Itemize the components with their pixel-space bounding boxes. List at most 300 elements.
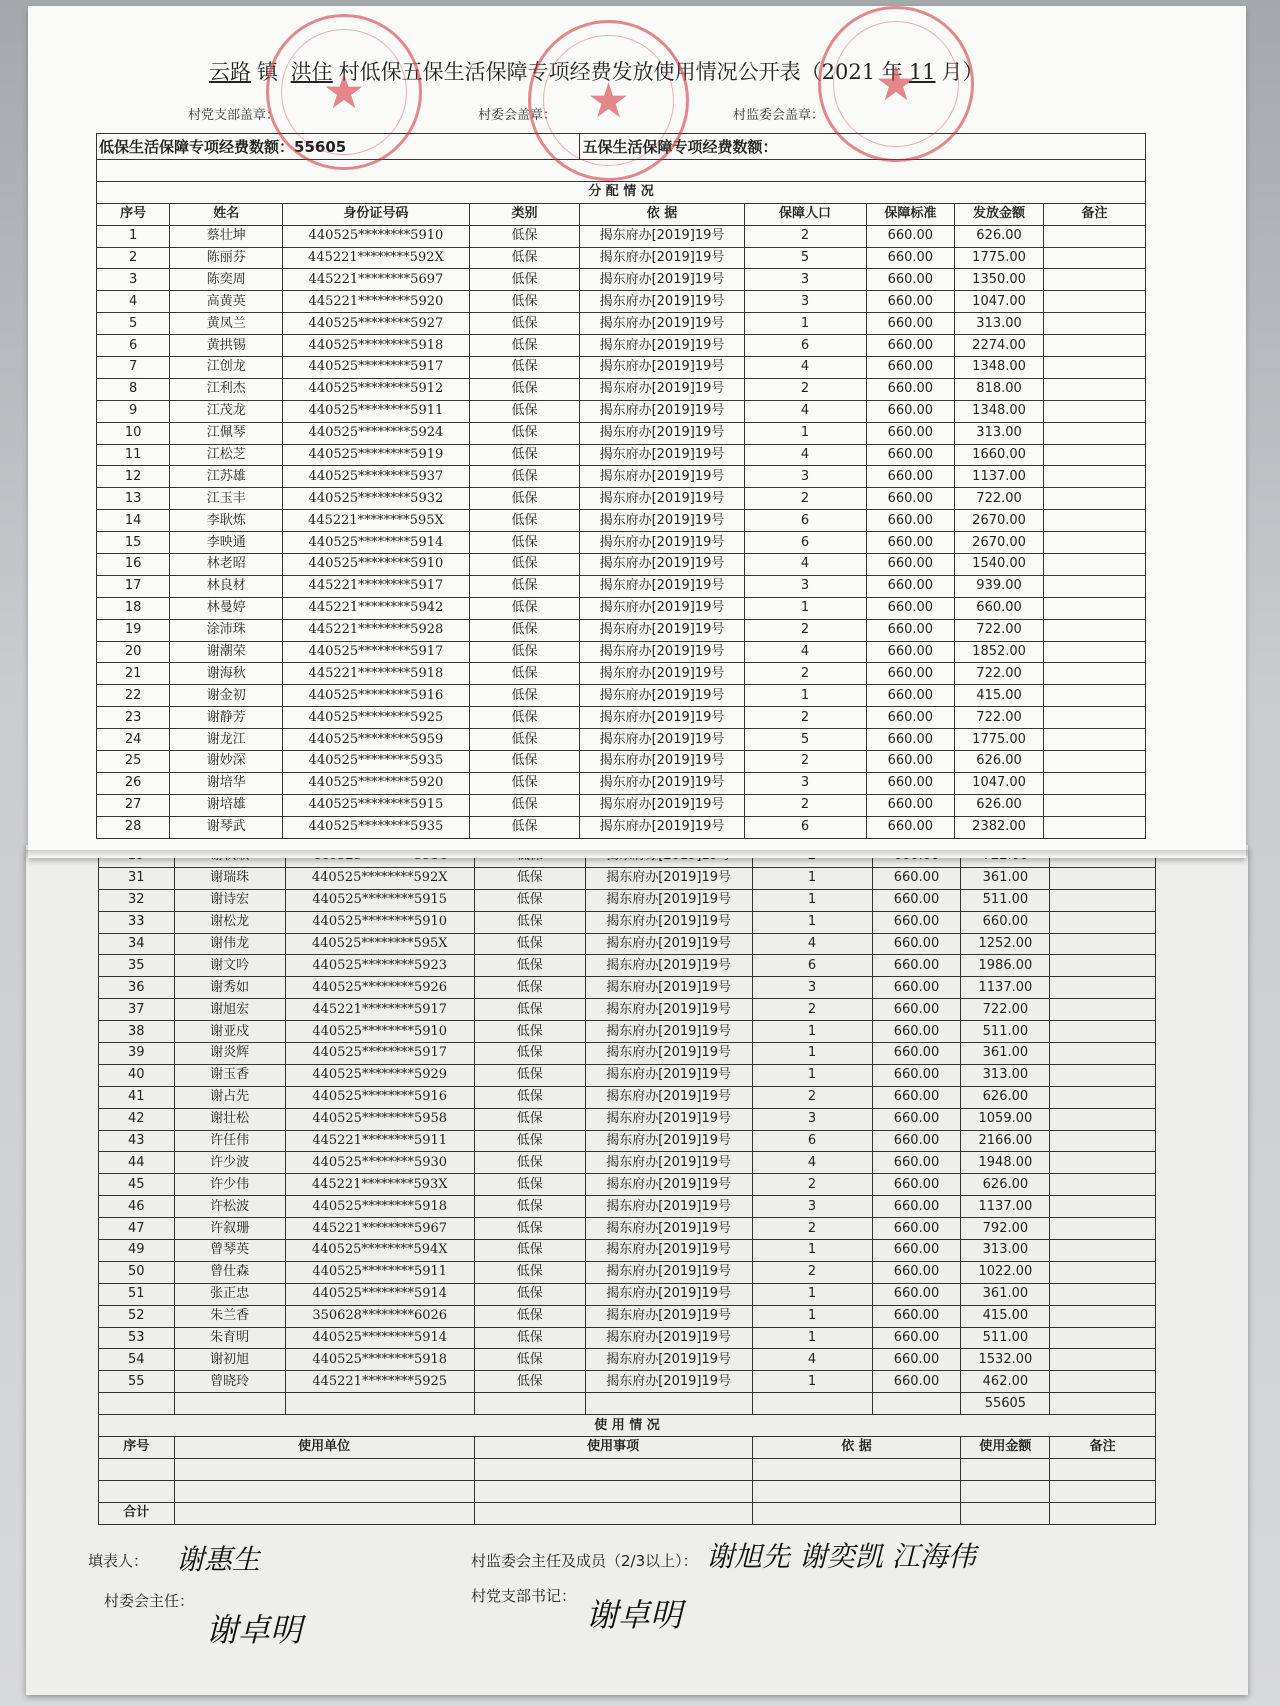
row-id: 445221********5920 <box>283 291 469 313</box>
row-id: 445221********5911 <box>285 1130 474 1152</box>
row-amount: 511.00 <box>961 1327 1050 1349</box>
row-name: 谢琴武 <box>170 816 283 838</box>
row-type: 低保 <box>469 313 580 335</box>
table-row <box>97 357 1146 379</box>
table-row <box>99 977 1156 999</box>
row-type: 低保 <box>474 867 585 889</box>
row-basis: 揭东府办[2019]19号 <box>580 422 744 444</box>
row-id: 440525********5910 <box>283 554 469 576</box>
row-basis: 揭东府办[2019]19号 <box>580 816 744 838</box>
table-row <box>97 619 1146 641</box>
page-fold-shadow <box>26 850 1248 858</box>
row-standard: 660.00 <box>866 816 955 838</box>
row-no: 44 <box>99 1152 175 1174</box>
row-type: 低保 <box>469 422 580 444</box>
row-people: 1 <box>752 1283 872 1305</box>
row-people: 4 <box>744 357 866 379</box>
row-type: 低保 <box>469 772 580 794</box>
row-type: 低保 <box>474 1130 585 1152</box>
row-name: 谢妙深 <box>170 751 283 773</box>
row-basis: 揭东府办[2019]19号 <box>580 794 744 816</box>
col-standard: 保障标准 <box>866 203 955 225</box>
seal-party-label: 村党支部盖章： <box>188 108 280 123</box>
row-amount: 1059.00 <box>961 1108 1050 1130</box>
row-people: 2 <box>744 794 866 816</box>
row-people: 1 <box>744 597 866 619</box>
row-standard: 660.00 <box>866 357 955 379</box>
row-name: 许任伟 <box>174 1130 285 1152</box>
usage-total-label: 合计 <box>99 1502 175 1524</box>
row-standard: 660.00 <box>872 1021 961 1043</box>
row-amount: 313.00 <box>961 1240 1050 1262</box>
row-standard: 660.00 <box>866 422 955 444</box>
row-people: 2 <box>744 663 866 685</box>
row-no: 36 <box>99 977 175 999</box>
row-amount: 818.00 <box>955 378 1044 400</box>
row-people: 3 <box>744 291 866 313</box>
row-basis: 揭东府办[2019]19号 <box>585 1283 752 1305</box>
row-standard: 660.00 <box>866 269 955 291</box>
seal-committee-label: 村委会盖章： <box>478 108 557 123</box>
row-no: 6 <box>97 335 170 357</box>
row-name: 江创龙 <box>170 357 283 379</box>
row-id: 440525********5917 <box>283 357 469 379</box>
row-note <box>1050 1218 1156 1240</box>
row-amount: 1852.00 <box>955 641 1044 663</box>
row-amount: 1137.00 <box>961 1196 1050 1218</box>
row-basis: 揭东府办[2019]19号 <box>585 1371 752 1393</box>
row-type: 低保 <box>469 816 580 838</box>
row-note <box>1043 466 1145 488</box>
row-standard: 660.00 <box>866 554 955 576</box>
row-note <box>1043 794 1145 816</box>
filler-signature: 谢惠生 <box>176 1543 261 1576</box>
table-row <box>97 466 1146 488</box>
row-type: 低保 <box>469 597 580 619</box>
row-basis: 揭东府办[2019]19号 <box>585 999 752 1021</box>
row-basis: 揭东府办[2019]19号 <box>580 597 744 619</box>
row-note <box>1050 1349 1156 1371</box>
row-no: 53 <box>99 1327 175 1349</box>
row-note <box>1043 816 1145 838</box>
distribution-table-continued <box>98 845 1156 1525</box>
row-standard: 660.00 <box>872 933 961 955</box>
row-basis: 揭东府办[2019]19号 <box>580 378 744 400</box>
row-no: 52 <box>99 1305 175 1327</box>
row-id: 440525********5910 <box>283 225 469 247</box>
row-amount: 1022.00 <box>961 1261 1050 1283</box>
table-row <box>99 999 1156 1021</box>
row-no: 23 <box>97 707 170 729</box>
wubao-fund-label: 五保生活保障专项经费数额： <box>580 134 1146 160</box>
table-row <box>99 1021 1156 1043</box>
row-type: 低保 <box>474 955 585 977</box>
row-type: 低保 <box>469 466 580 488</box>
town-name: 云路 <box>209 60 251 84</box>
row-type: 低保 <box>469 575 580 597</box>
row-note <box>1050 1174 1156 1196</box>
row-basis: 揭东府办[2019]19号 <box>585 1218 752 1240</box>
row-type: 低保 <box>474 1327 585 1349</box>
table-row <box>97 269 1146 291</box>
table-row <box>99 1086 1156 1108</box>
table-row <box>97 510 1146 532</box>
row-people: 3 <box>744 575 866 597</box>
row-people: 1 <box>752 1327 872 1349</box>
row-type: 低保 <box>469 751 580 773</box>
table-row <box>99 1283 1156 1305</box>
row-note <box>1050 1064 1156 1086</box>
row-standard: 660.00 <box>866 335 955 357</box>
row-standard: 660.00 <box>872 955 961 977</box>
row-note <box>1043 663 1145 685</box>
row-amount: 626.00 <box>955 794 1044 816</box>
row-id: 440525********5918 <box>285 1196 474 1218</box>
row-standard: 660.00 <box>866 488 955 510</box>
table-row <box>99 1218 1156 1240</box>
col-note: 备注 <box>1043 203 1145 225</box>
row-standard: 660.00 <box>866 575 955 597</box>
row-id: 440525********5937 <box>283 466 469 488</box>
row-name: 林曼婷 <box>170 597 283 619</box>
row-basis: 揭东府办[2019]19号 <box>580 575 744 597</box>
row-people: 4 <box>752 933 872 955</box>
row-name: 李耿炼 <box>170 510 283 532</box>
col-id: 身份证号码 <box>283 203 469 225</box>
table-row <box>99 889 1156 911</box>
row-basis: 揭东府办[2019]19号 <box>585 889 752 911</box>
row-people: 2 <box>744 751 866 773</box>
row-id: 440525********5935 <box>283 816 469 838</box>
row-name: 谢玉香 <box>174 1064 285 1086</box>
row-standard: 660.00 <box>866 378 955 400</box>
row-type: 低保 <box>474 1283 585 1305</box>
row-amount: 626.00 <box>955 751 1044 773</box>
row-standard: 660.00 <box>866 663 955 685</box>
row-type: 低保 <box>469 357 580 379</box>
row-people: 1 <box>752 889 872 911</box>
row-basis: 揭东府办[2019]19号 <box>585 1064 752 1086</box>
row-note <box>1050 1108 1156 1130</box>
row-basis: 揭东府办[2019]19号 <box>580 554 744 576</box>
row-id: 440525********5959 <box>283 729 469 751</box>
row-people: 6 <box>752 1130 872 1152</box>
row-name: 谢亚戍 <box>174 1021 285 1043</box>
row-no: 13 <box>97 488 170 510</box>
title-year: （2021 年 <box>800 60 903 84</box>
row-name: 江佩琴 <box>170 422 283 444</box>
row-people: 2 <box>744 707 866 729</box>
row-amount: 2670.00 <box>955 510 1044 532</box>
row-name: 许叙珊 <box>174 1218 285 1240</box>
row-name: 朱兰香 <box>174 1305 285 1327</box>
row-note <box>1050 1130 1156 1152</box>
usage-col-no: 序号 <box>99 1437 175 1459</box>
row-name: 谢伟龙 <box>174 933 285 955</box>
row-type: 低保 <box>469 269 580 291</box>
row-basis: 揭东府办[2019]19号 <box>585 1130 752 1152</box>
table-row <box>97 641 1146 663</box>
row-people: 2 <box>752 1174 872 1196</box>
row-no: 11 <box>97 444 170 466</box>
row-type: 低保 <box>474 1152 585 1174</box>
row-id: 440525********5920 <box>283 772 469 794</box>
row-name: 谢海秋 <box>170 663 283 685</box>
row-note <box>1043 751 1145 773</box>
row-standard: 660.00 <box>872 1086 961 1108</box>
table-row <box>97 685 1146 707</box>
row-note <box>1043 422 1145 444</box>
row-no: 3 <box>97 269 170 291</box>
row-note <box>1050 1152 1156 1174</box>
row-no: 25 <box>97 751 170 773</box>
row-basis: 揭东府办[2019]19号 <box>585 867 752 889</box>
row-amount: 722.00 <box>955 663 1044 685</box>
row-name: 谢松龙 <box>174 911 285 933</box>
dibao-fund-cell <box>97 134 580 160</box>
row-standard: 660.00 <box>866 597 955 619</box>
row-note <box>1043 554 1145 576</box>
row-id: 445221********5917 <box>283 575 469 597</box>
table-row <box>97 247 1146 269</box>
row-note <box>1043 335 1145 357</box>
row-amount: 1775.00 <box>955 247 1044 269</box>
row-amount: 939.00 <box>955 575 1044 597</box>
row-id: 440525********5932 <box>283 488 469 510</box>
row-name: 江松芝 <box>170 444 283 466</box>
row-name: 谢金初 <box>170 685 283 707</box>
col-type: 类别 <box>469 203 580 225</box>
row-no: 14 <box>97 510 170 532</box>
row-note <box>1043 641 1145 663</box>
filler-label: 填表人： <box>88 1552 149 1570</box>
row-note <box>1050 1240 1156 1262</box>
row-standard: 660.00 <box>872 977 961 999</box>
row-note <box>1050 1371 1156 1393</box>
row-type: 低保 <box>469 532 580 554</box>
row-people: 4 <box>744 444 866 466</box>
row-no: 43 <box>99 1130 175 1152</box>
row-no: 33 <box>99 911 175 933</box>
row-name: 黄拱锡 <box>170 335 283 357</box>
row-people: 6 <box>744 335 866 357</box>
row-standard: 660.00 <box>866 619 955 641</box>
table-row <box>99 955 1156 977</box>
row-no: 8 <box>97 378 170 400</box>
row-type: 低保 <box>474 1305 585 1327</box>
row-type: 低保 <box>474 1371 585 1393</box>
row-standard: 660.00 <box>872 1240 961 1262</box>
row-no: 34 <box>99 933 175 955</box>
table-row <box>99 1305 1156 1327</box>
table-row <box>97 225 1146 247</box>
row-note <box>1050 977 1156 999</box>
row-basis: 揭东府办[2019]19号 <box>580 663 744 685</box>
row-note <box>1043 400 1145 422</box>
row-no: 15 <box>97 532 170 554</box>
row-amount: 462.00 <box>961 1371 1050 1393</box>
table-row <box>97 707 1146 729</box>
row-no: 39 <box>99 1043 175 1065</box>
table-row <box>97 663 1146 685</box>
row-name: 江茂龙 <box>170 400 283 422</box>
row-id: 350628********6026 <box>285 1305 474 1327</box>
row-name: 张正忠 <box>174 1283 285 1305</box>
row-id: 445221********5925 <box>285 1371 474 1393</box>
row-amount: 1137.00 <box>961 977 1050 999</box>
row-type: 低保 <box>469 510 580 532</box>
row-standard: 660.00 <box>872 1371 961 1393</box>
row-people: 5 <box>744 729 866 751</box>
row-standard: 660.00 <box>872 867 961 889</box>
title-month: 11 <box>908 60 936 84</box>
row-people: 5 <box>744 247 866 269</box>
row-no: 50 <box>99 1261 175 1283</box>
row-people: 1 <box>752 1371 872 1393</box>
row-amount: 1047.00 <box>955 291 1044 313</box>
row-id: 440525********5918 <box>283 335 469 357</box>
row-people: 2 <box>752 1261 872 1283</box>
row-name: 谢培雄 <box>170 794 283 816</box>
row-id: 440525********5917 <box>283 641 469 663</box>
row-amount: 1540.00 <box>955 554 1044 576</box>
row-standard: 660.00 <box>866 291 955 313</box>
row-no: 2 <box>97 247 170 269</box>
row-id: 440525********5914 <box>285 1327 474 1349</box>
row-people: 1 <box>752 1021 872 1043</box>
row-note <box>1050 955 1156 977</box>
table-row <box>97 422 1146 444</box>
row-standard: 660.00 <box>866 466 955 488</box>
row-amount: 1660.00 <box>955 444 1044 466</box>
row-type: 低保 <box>474 1218 585 1240</box>
total-amount: 55605 <box>961 1393 1050 1415</box>
row-basis: 揭东府办[2019]19号 <box>580 247 744 269</box>
row-type: 低保 <box>474 1261 585 1283</box>
row-id: 445221********5918 <box>283 663 469 685</box>
row-basis: 揭东府办[2019]19号 <box>585 977 752 999</box>
title-text: 村低保五保生活保障专项经费发放使用情况公开表 <box>338 60 801 84</box>
col-amount: 发放金额 <box>955 203 1044 225</box>
row-no: 51 <box>99 1283 175 1305</box>
row-amount: 511.00 <box>961 889 1050 911</box>
row-note <box>1050 1086 1156 1108</box>
row-people: 6 <box>752 955 872 977</box>
row-id: 440525********592X <box>285 867 474 889</box>
row-no: 18 <box>97 597 170 619</box>
row-name: 许松波 <box>174 1196 285 1218</box>
row-note <box>1050 1196 1156 1218</box>
row-id: 445221********592X <box>283 247 469 269</box>
row-note <box>1043 532 1145 554</box>
row-standard: 660.00 <box>866 225 955 247</box>
usage-col-note: 备注 <box>1050 1437 1156 1459</box>
row-type: 低保 <box>474 1086 585 1108</box>
row-type: 低保 <box>469 400 580 422</box>
top-sheet <box>28 6 1246 858</box>
row-people: 4 <box>744 554 866 576</box>
row-basis: 揭东府办[2019]19号 <box>580 269 744 291</box>
row-amount: 313.00 <box>955 313 1044 335</box>
row-name: 朱育明 <box>174 1327 285 1349</box>
row-standard: 660.00 <box>866 444 955 466</box>
table-row <box>97 751 1146 773</box>
row-id: 440525********5935 <box>283 751 469 773</box>
table-row <box>99 1152 1156 1174</box>
row-amount: 415.00 <box>955 685 1044 707</box>
row-name: 江苏雄 <box>170 466 283 488</box>
row-id: 440525********5915 <box>285 889 474 911</box>
row-no: 12 <box>97 466 170 488</box>
row-note <box>1050 1021 1156 1043</box>
row-id: 445221********5967 <box>285 1218 474 1240</box>
table-row <box>99 1371 1156 1393</box>
row-people: 1 <box>752 1240 872 1262</box>
row-name: 谢占先 <box>174 1086 285 1108</box>
row-name: 谢培华 <box>170 772 283 794</box>
row-standard: 660.00 <box>866 751 955 773</box>
table-row <box>97 291 1146 313</box>
row-note <box>1050 889 1156 911</box>
row-basis: 揭东府办[2019]19号 <box>585 1152 752 1174</box>
row-people: 1 <box>744 422 866 444</box>
page-title <box>203 56 984 86</box>
table-row <box>97 729 1146 751</box>
row-name: 谢文吟 <box>174 955 285 977</box>
row-note <box>1043 247 1145 269</box>
row-id: 440525********5930 <box>285 1152 474 1174</box>
row-standard: 660.00 <box>872 889 961 911</box>
row-basis: 揭东府办[2019]19号 <box>585 1043 752 1065</box>
row-basis: 揭东府办[2019]19号 <box>585 1021 752 1043</box>
row-amount: 626.00 <box>955 225 1044 247</box>
row-note <box>1050 933 1156 955</box>
row-standard: 660.00 <box>872 1196 961 1218</box>
row-amount: 792.00 <box>961 1218 1050 1240</box>
row-id: 440525********5926 <box>285 977 474 999</box>
row-note <box>1043 225 1145 247</box>
row-amount: 722.00 <box>955 488 1044 510</box>
row-standard: 660.00 <box>866 532 955 554</box>
row-note <box>1043 313 1145 335</box>
row-id: 440525********5916 <box>283 685 469 707</box>
row-people: 2 <box>744 488 866 510</box>
row-basis: 揭东府办[2019]19号 <box>580 335 744 357</box>
row-basis: 揭东府办[2019]19号 <box>580 357 744 379</box>
row-type: 低保 <box>474 1064 585 1086</box>
row-no: 20 <box>97 641 170 663</box>
table-row <box>97 575 1146 597</box>
party-signature: 谢卓明 <box>586 1596 683 1634</box>
row-people: 4 <box>744 400 866 422</box>
row-no: 47 <box>99 1218 175 1240</box>
row-no: 46 <box>99 1196 175 1218</box>
usage-col-amount: 使用金额 <box>961 1437 1050 1459</box>
table-row <box>97 816 1146 838</box>
row-people: 3 <box>744 466 866 488</box>
dibao-fund-label: 低保生活保障专项经费数额： <box>99 137 295 156</box>
row-id: 445221********5942 <box>283 597 469 619</box>
row-amount: 361.00 <box>961 1043 1050 1065</box>
table-row <box>99 1064 1156 1086</box>
row-amount: 1986.00 <box>961 955 1050 977</box>
row-id: 440525********5914 <box>283 532 469 554</box>
row-amount: 1252.00 <box>961 933 1050 955</box>
row-type: 低保 <box>474 977 585 999</box>
row-id: 440525********5925 <box>283 707 469 729</box>
row-note <box>1050 1283 1156 1305</box>
table-row <box>99 1261 1156 1283</box>
